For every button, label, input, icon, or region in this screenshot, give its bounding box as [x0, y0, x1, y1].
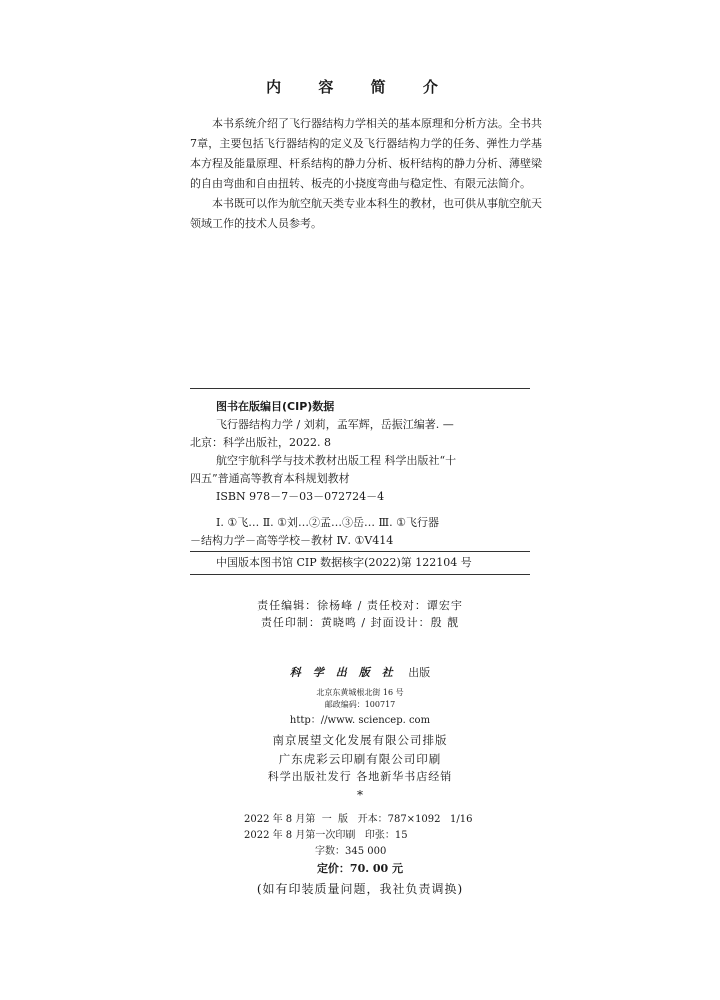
publisher-url: http：//www. sciencep. com: [289, 715, 431, 726]
edition-line: 2022 年 8 月第 一 版 开本：787×1092 1/16: [244, 814, 473, 825]
publish-label: 出版: [408, 666, 431, 679]
word-count: 字数：345 000: [315, 846, 387, 857]
distribution: 科学出版社发行 各地新华书店经销: [267, 770, 453, 783]
cip-line: －结构力学－高等学校－教材 Ⅳ. ①V414: [190, 534, 394, 547]
cip-top-rule: [190, 388, 530, 389]
cip-line: Ⅰ. ①飞… Ⅱ. ①刘…②孟…③岳… Ⅲ. ①飞行器: [216, 516, 439, 529]
separator-star: *: [357, 788, 363, 802]
cip-record-number: 中国版本图书馆 CIP 数据核字(2022)第 122104 号: [216, 556, 472, 569]
summary-paragraph-1: 本书系统介绍了飞行器结构力学相关的基本原理和分析方法。全书共7章，主要包括飞行器结构的定义及飞行器结构力学的任务、弹性力学基本方程及能量原理、杆系结构的静力分析、板杆结构的静力分析、薄壁梁的自由弯曲和自由扭转、板壳的小挠度弯曲与稳定性、有限元法简介。: [190, 117, 542, 190]
cip-heading: 图书在版编目(CIP)数据: [216, 400, 335, 413]
cip-line: 北京：科学出版社，2022. 8: [190, 436, 331, 449]
page-title: 内 容 简 介: [266, 78, 454, 96]
publisher-postcode: 邮政编码：100717: [324, 700, 396, 709]
quality-note: (如有印装质量问题，我社负责调换): [256, 882, 464, 896]
cip-line: 四五”普通高等教育本科规划教材: [190, 472, 350, 485]
cip-line: 航空宇航科学与技术教材出版工程 科学出版社“十: [216, 454, 457, 467]
typesetter: 南京展望文化发展有限公司排版: [272, 733, 448, 747]
summary-paragraph-2: 本书既可以作为航空航天类专业本科生的教材，也可供从事航空航天领域工作的技术人员参考。: [190, 197, 542, 230]
production-credits: 责任印制：黄晓鸣 / 封面设计：殷 靓: [260, 616, 460, 629]
cip-isbn: ISBN 978－7－03－072724－4: [216, 490, 385, 503]
publisher-name: 科学出版社: [289, 666, 405, 679]
printer: 广东虎彩云印刷有限公司印刷: [278, 752, 442, 766]
publisher-line: [0, 664, 720, 680]
cip-middle-rule: [190, 551, 530, 552]
price: 定价：70. 00 元: [316, 862, 404, 875]
editor-credits: 责任编辑：徐杨峰 / 责任校对：谭宏宇: [257, 599, 463, 612]
cip-bottom-rule: [190, 574, 530, 575]
book-summary: [190, 114, 542, 234]
printing-line: 2022 年 8 月第一次印刷 印张：15: [244, 830, 408, 841]
publisher-address: 北京东黄城根北街 16 号: [316, 688, 404, 697]
cip-line: 飞行器结构力学 / 刘莉，孟军辉，岳振江编著. —: [216, 418, 454, 431]
